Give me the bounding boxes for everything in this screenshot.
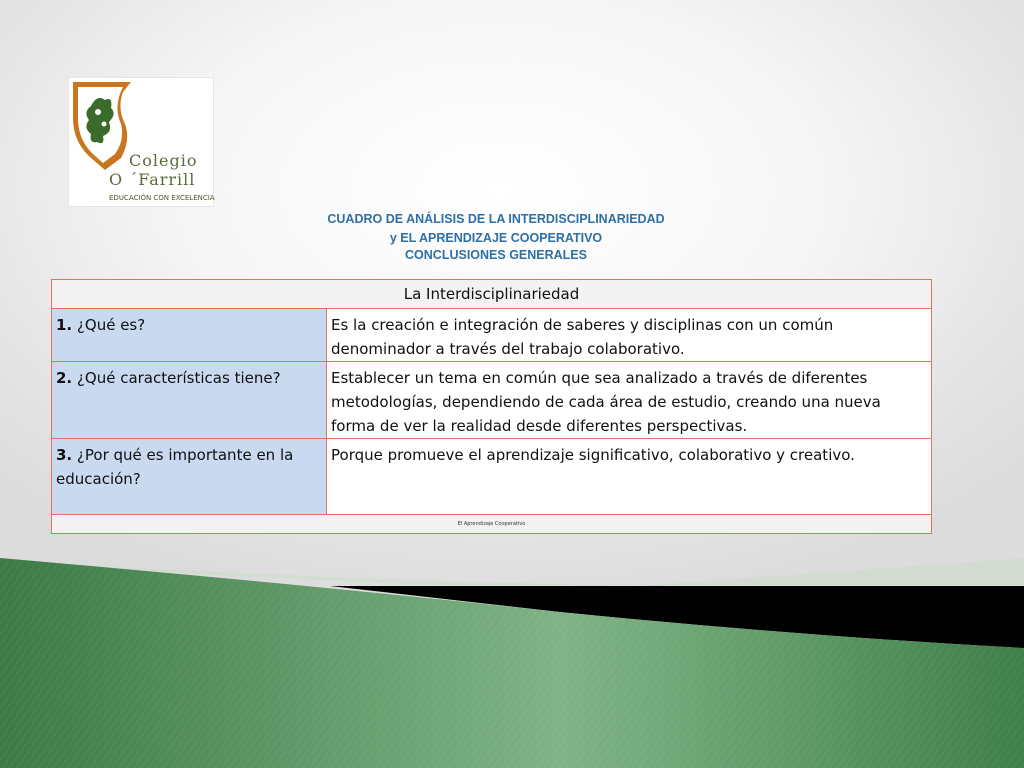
question-text: ¿Qué características tiene? [76, 369, 281, 387]
table-row [52, 439, 932, 515]
table-row [52, 362, 932, 439]
question-cell [52, 362, 327, 439]
answer-cell: Es la creación e integración de saberes y disciplinas con un común denominador a través del trabajo colaborativo. [327, 309, 932, 362]
question-text: ¿Por qué es importante en la educación? [56, 446, 294, 488]
answer-cell: Porque promueve el aprendizaje significativo, colaborativo y creativo. [327, 439, 932, 515]
question-number: 2. [56, 369, 73, 387]
table-title: La Interdisciplinariedad [52, 280, 932, 309]
question-number: 3. [56, 446, 73, 464]
heading-line1: CUADRO DE ANÁLISIS DE LA INTERDISCIPLINARIEDAD [327, 212, 665, 226]
logo-name-line2: O ´Farrill [109, 170, 196, 189]
analysis-table [51, 279, 932, 534]
green-wave-decoration [0, 540, 1024, 768]
logo-motto: EDUCACIÓN CON EXCELENCIA [109, 194, 215, 202]
table-row [52, 309, 932, 362]
question-cell [52, 309, 327, 362]
question-number: 1. [56, 316, 73, 334]
table-footer: El Aprendizaje Cooperativo [52, 515, 932, 534]
answer-cell: Establecer un tema en común que sea analizado a través de diferentes metodologías, dependiendo de cada área de estudio, creando una nueva forma de ver la realidad desde diferentes perspectivas. [327, 362, 932, 439]
question-text: ¿Qué es? [76, 316, 146, 334]
school-logo [68, 77, 214, 207]
question-cell [52, 439, 327, 515]
table-footer-row [52, 515, 932, 534]
table-title-row [52, 280, 932, 309]
logo-name-line1: Colegio [129, 151, 198, 170]
heading-line2: y EL APRENDIZAJE COOPERATIVO [389, 231, 603, 245]
heading-line3: CONCLUSIONES GENERALES [405, 248, 587, 262]
